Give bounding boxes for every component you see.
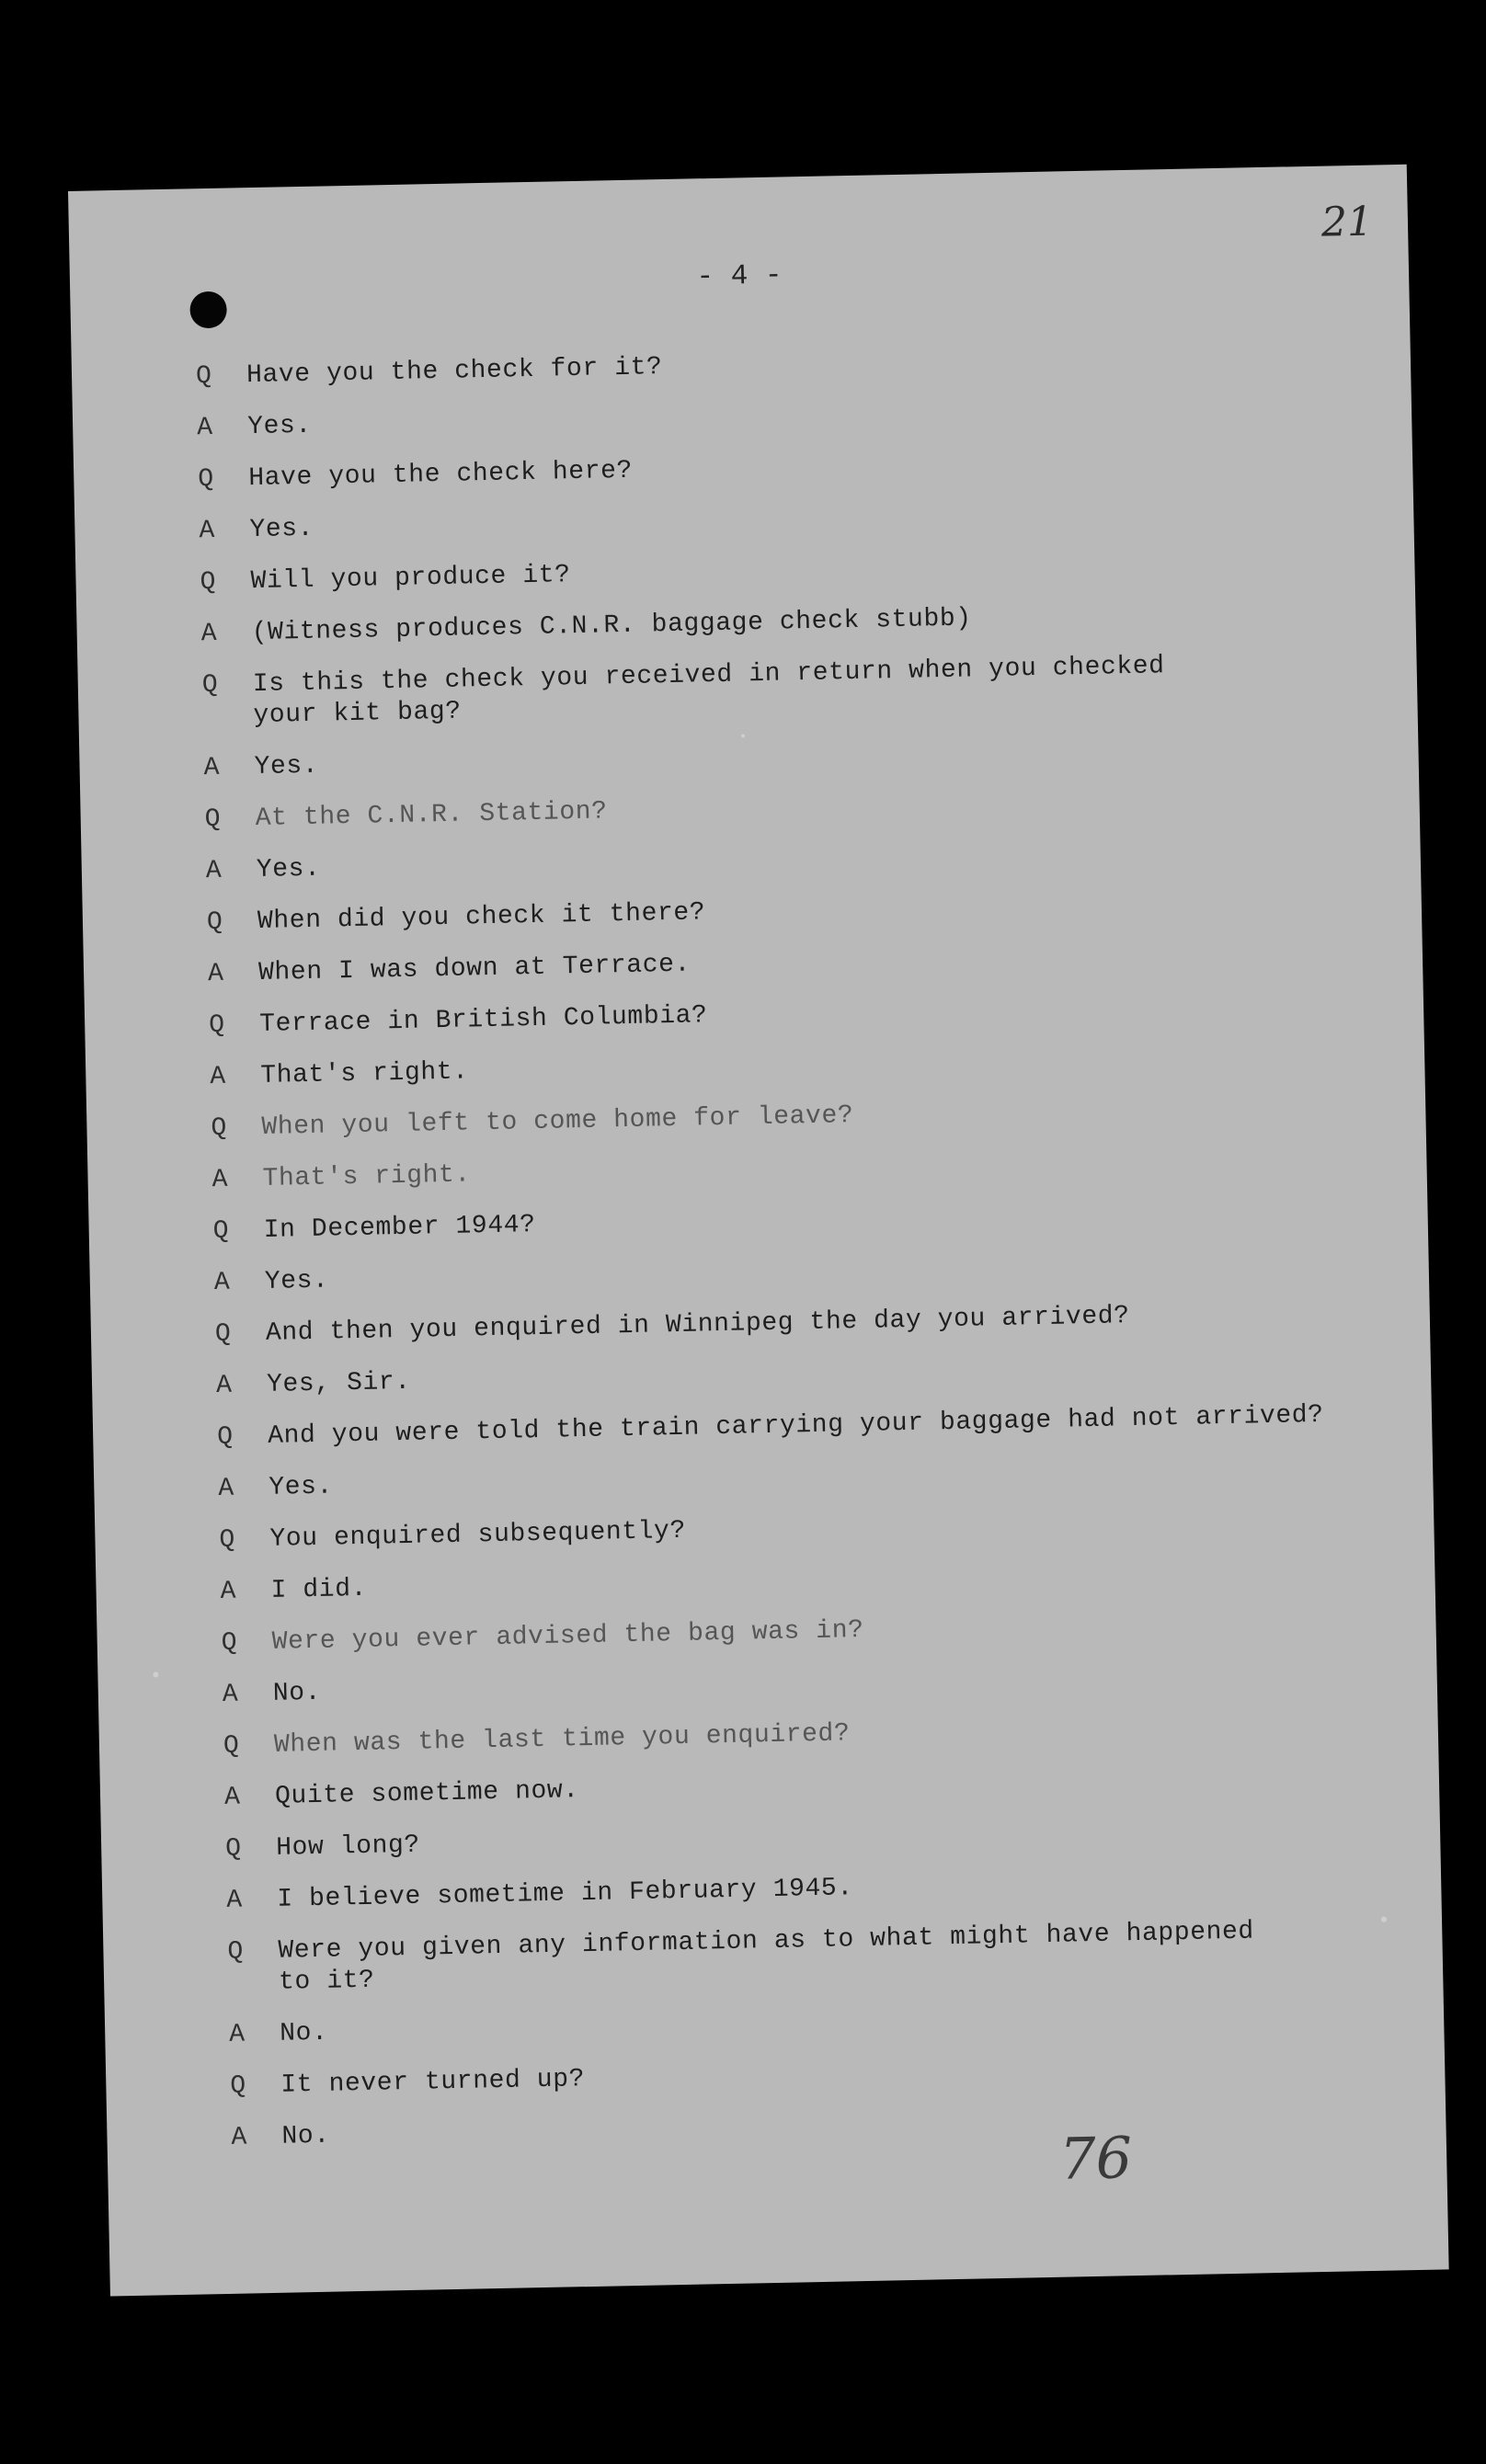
scan-speck <box>153 1671 158 1677</box>
question-text: In December 1944? <box>263 1211 536 1245</box>
question-line <box>204 781 1354 836</box>
speaker-marker: A <box>199 516 216 546</box>
answer-text: No. <box>281 2121 331 2151</box>
question-text: When was the last time you enquired? <box>273 1719 851 1760</box>
question-text: Terrace in British Columbia? <box>258 1001 708 1040</box>
answer-text: Yes. <box>264 1266 329 1296</box>
speaker-marker: A <box>218 1474 235 1504</box>
speaker-marker: Q <box>211 1113 228 1144</box>
answer-line <box>216 1348 1366 1402</box>
question-text: How long? <box>275 1831 421 1863</box>
question-line <box>223 1708 1373 1762</box>
answer-line <box>211 1142 1361 1196</box>
answer-line <box>203 730 1353 784</box>
question-text: You enquired subsequently? <box>269 1516 687 1554</box>
speaker-marker: Q <box>227 1937 245 1967</box>
answer-text: Quite sometime now. <box>274 1776 579 1811</box>
answer-line <box>218 1451 1367 1505</box>
speaker-marker: Q <box>216 1422 234 1453</box>
answer-text: I believe sometime in February 1945. <box>277 1874 854 1914</box>
speaker-marker: A <box>211 1165 229 1195</box>
question-line <box>212 1193 1362 1248</box>
speaker-marker: A <box>210 1062 227 1092</box>
answer-line <box>210 1039 1359 1093</box>
question-text: Will you produce it? <box>250 561 571 597</box>
speaker-marker: Q <box>201 670 219 701</box>
answer-line <box>220 1554 1369 1608</box>
question-line <box>198 441 1347 496</box>
question-line <box>196 338 1345 393</box>
question-line <box>211 1090 1360 1145</box>
answer-text: No. <box>279 2018 328 2048</box>
speaker-marker: A <box>220 1577 237 1606</box>
answer-text: Yes. <box>246 411 313 442</box>
answer-line <box>197 390 1346 444</box>
speaker-marker: A <box>196 413 213 443</box>
speaker-marker: Q <box>208 1010 225 1041</box>
question-line <box>221 1605 1370 1660</box>
speaker-marker: Q <box>230 2071 247 2101</box>
answer-text: Yes, Sir. <box>266 1367 412 1399</box>
speaker-marker: Q <box>206 907 223 938</box>
speaker-marker: Q <box>198 464 215 495</box>
question-line <box>230 2048 1379 2103</box>
question-line <box>215 1296 1365 1351</box>
question-line <box>201 647 1352 733</box>
answer-line <box>223 1657 1372 1711</box>
question-line <box>209 987 1358 1042</box>
answer-text: That's right. <box>262 1160 472 1193</box>
question-line <box>207 884 1356 939</box>
question-text: Were you given any information as to what might have happened to it? <box>278 1917 1255 1997</box>
question-line <box>200 544 1349 599</box>
handwritten-note: 76 <box>1058 2124 1133 2193</box>
answer-line <box>224 1760 1374 1814</box>
answer-line <box>229 1997 1378 2051</box>
speaker-marker: Q <box>221 1628 238 1658</box>
speaker-marker: A <box>223 1783 241 1812</box>
question-line <box>219 1502 1368 1557</box>
scan-speck <box>1381 1917 1387 1922</box>
question-line <box>225 1811 1375 1865</box>
answer-text: When I was down at Terrace. <box>257 950 692 988</box>
question-text: It never turned up? <box>280 2065 586 2100</box>
question-answer-list <box>196 338 1381 2174</box>
page-number: - 4 - <box>696 259 783 294</box>
answer-text: Yes. <box>249 514 314 545</box>
answer-text: Yes. <box>269 1472 334 1502</box>
question-line <box>227 1914 1377 2000</box>
speaker-marker: A <box>228 2020 246 2049</box>
speaker-marker: Q <box>224 1834 242 1864</box>
speaker-marker: A <box>226 1886 244 1915</box>
speaker-marker: A <box>207 959 224 989</box>
answer-text: No. <box>272 1678 322 1708</box>
typed-transcript-page <box>68 165 1449 2297</box>
question-text: Have you the check here? <box>248 456 634 494</box>
answer-line <box>200 596 1350 650</box>
question-text: When you left to come home for leave? <box>261 1101 854 1142</box>
speaker-marker: Q <box>195 361 212 392</box>
speaker-marker: A <box>213 1268 231 1298</box>
answer-text: Yes. <box>256 854 321 885</box>
question-line <box>217 1399 1366 1454</box>
speaker-marker: A <box>222 1680 239 1709</box>
speaker-marker: A <box>231 2123 248 2152</box>
question-text: Have you the check for it? <box>246 353 663 391</box>
answer-line <box>226 1863 1376 1917</box>
speaker-marker: Q <box>219 1525 236 1555</box>
answer-line <box>231 2100 1380 2154</box>
speaker-marker: A <box>200 619 218 649</box>
answer-line <box>208 936 1357 990</box>
answer-text: That's right. <box>260 1057 469 1090</box>
answer-text: (Witness produces C.N.R. baggage check stubb) <box>251 604 972 648</box>
question-text: And you were told the train carrying your baggage had not arrived? <box>267 1400 1324 1451</box>
scan-speck <box>741 734 745 737</box>
answer-line <box>199 493 1348 547</box>
speaker-marker: A <box>203 753 221 783</box>
speaker-marker: Q <box>223 1731 240 1761</box>
answer-text: Yes. <box>254 751 319 782</box>
speaker-marker: Q <box>212 1216 230 1247</box>
question-text: Were you ever advised the bag was in? <box>271 1615 864 1657</box>
speaker-marker: Q <box>200 567 217 598</box>
question-text: When did you check it there? <box>257 898 706 937</box>
speaker-marker: Q <box>214 1319 232 1350</box>
speaker-marker: Q <box>204 804 222 835</box>
handwritten-folio-number: 21 <box>1320 198 1374 246</box>
speaker-marker: A <box>215 1371 233 1401</box>
question-text: And then you enquired in Winnipeg the day you arrived? <box>265 1302 1130 1348</box>
question-text: Is this the check you received in return when you checked your kit bag? <box>252 652 1165 731</box>
answer-line <box>214 1245 1364 1299</box>
answer-text: I did. <box>270 1574 368 1605</box>
answer-line <box>206 833 1355 887</box>
speaker-marker: A <box>205 856 223 886</box>
question-text: At the C.N.R. Station? <box>255 797 608 834</box>
